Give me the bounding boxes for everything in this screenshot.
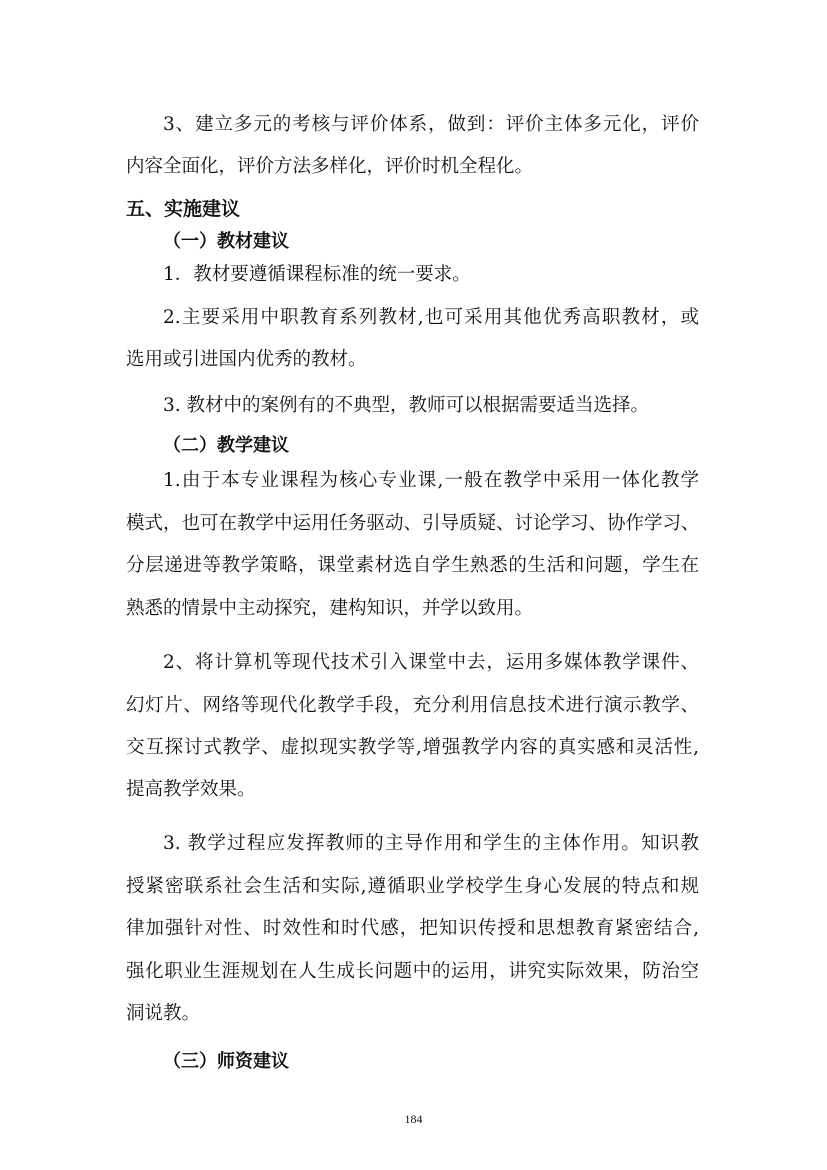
text: 1.由于本专业课程为核心专业课,一般在教学中采用一体化教学 [163, 470, 699, 491]
paragraph-line [126, 736, 699, 760]
subsection-heading: （二）教学建议 [163, 435, 289, 456]
text: 2、将计算机等现代技术引入课堂中去，运用多媒体教学课件、 [163, 652, 699, 673]
text: 2.主要采用中职教育系列教材,也可采用其他优秀高职教材，或 [163, 307, 699, 328]
list-item-cont: 选用或引进国内优秀的教材。 [126, 349, 367, 370]
list-item [163, 306, 699, 330]
paragraph-line [163, 469, 699, 493]
list-item: 3. 教材中的案例有的不典型，教师可以根据需要适当选择。 [163, 395, 650, 416]
page-number: 184 [404, 1112, 423, 1126]
text: 模式，也可在教学中运用任务驱动、引导质疑、讨论学习、协作学习、 [126, 513, 700, 534]
section-heading: 五、实施建议 [126, 198, 241, 220]
paragraph-line: 提高教学效果。 [126, 779, 256, 800]
text: 3、建立多元的考核与评价体系，做到：评价主体多元化，评价 [163, 114, 699, 135]
text: 内容全面化，评价方法多样化，评价时机全程化。 [126, 156, 534, 177]
text: 律加强针对性、时效性和时代感，把知识传授和思想教育紧密结合, [126, 918, 699, 939]
subsection-heading: （一）教材建议 [163, 231, 289, 252]
text: 幻灯片、网络等现代化教学手段，充分利用信息技术进行演示教学、 [126, 695, 699, 716]
paragraph-line [163, 113, 699, 137]
paragraph-line [126, 694, 699, 718]
text: 强化职业生涯规划在人生成长问题中的运用，讲究实际效果，防治空 [126, 961, 699, 982]
paragraph-line [126, 960, 699, 984]
paragraph-line [163, 651, 699, 675]
subsection-heading: （三）师资建议 [163, 1051, 289, 1072]
list-item: 1．教材要遵循课程标准的统一要求。 [163, 264, 471, 285]
paragraph-line [126, 917, 699, 941]
paragraph-line: 熟悉的情景中主动探究，建构知识，并学以致用。 [126, 598, 534, 619]
text: 3. 教学过程应发挥教师的主导作用和学生的主体作用。知识教 [163, 833, 699, 854]
paragraph-line [126, 875, 699, 899]
paragraph-line [126, 155, 533, 179]
paragraph-line: 洞说教。 [126, 1003, 201, 1024]
text: 授紧密联系社会生活和实际,遵循职业学校学生身心发展的特点和规 [126, 876, 699, 897]
paragraph-line [126, 554, 699, 578]
paragraph-line [126, 512, 699, 536]
text: 交互探讨式教学、虚拟现实教学等,增强教学内容的真实感和灵活性, [126, 737, 699, 758]
paragraph-line [163, 832, 699, 856]
text: 分层递进等教学策略，课堂素材选自学生熟悉的生活和问题，学生在 [126, 555, 699, 576]
